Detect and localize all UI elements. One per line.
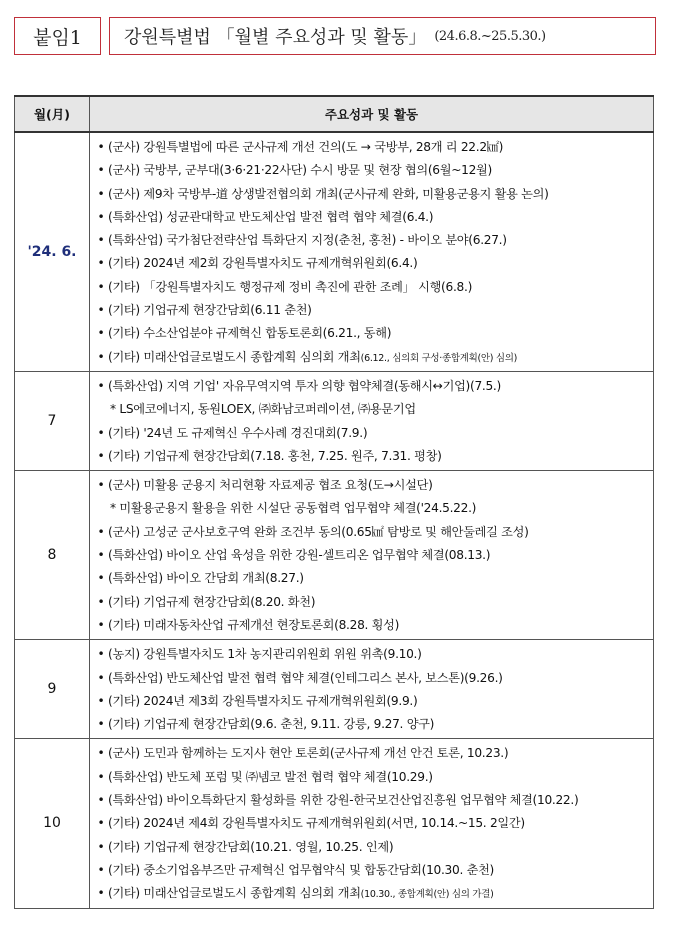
activities-cell (90, 371, 654, 470)
activity-text: (특화산업) 지역 기업' 자유무역지역 투자 의향 협약체결(동해시↔기업)(7.5.) (108, 378, 501, 393)
list-item (94, 812, 649, 835)
bullet-icon: • (97, 425, 105, 440)
activity-text: (특화산업) 반도체 포럼 및 ㈜넴코 발전 협력 협약 체결(10.29.) (108, 769, 433, 784)
list-item (94, 136, 649, 159)
bullet-icon: • (97, 448, 105, 463)
table-row (15, 371, 654, 470)
list-item (94, 375, 649, 398)
activity-text: (기타) '24년 도 규제혁신 우수사례 경진대회(7.9.) (108, 425, 368, 440)
list-item (94, 229, 649, 252)
activity-text: (기타) 기업규제 현장간담회(9.6. 춘천, 9.11. 강릉, 9.27. 양구) (108, 717, 435, 732)
list-item (94, 183, 649, 206)
list-item (94, 206, 649, 229)
bullet-icon: • (97, 209, 105, 224)
bullet-icon: • (97, 862, 105, 877)
activity-list (94, 375, 649, 468)
bullet-icon: • (97, 378, 105, 393)
activity-note (94, 398, 649, 421)
list-item (94, 276, 649, 299)
bullet-icon: • (97, 186, 105, 201)
activity-text: (기타) 「강원특별자치도 행정규제 정비 촉진에 관한 조례」 시행(6.8.) (108, 279, 473, 294)
bullet-icon: • (97, 769, 105, 784)
list-item (94, 322, 649, 345)
bullet-icon: • (97, 478, 105, 493)
activity-detail: (10.30., 종합계획(안) 심의 가결) (360, 889, 494, 901)
attachment-label: 붙임1 (33, 26, 82, 49)
attachment-badge (14, 17, 101, 55)
list-item (94, 742, 649, 765)
month-cell: 9 (15, 640, 90, 739)
month-cell: 7 (15, 371, 90, 470)
bullet-icon: • (97, 670, 105, 685)
bullet-icon: • (97, 303, 105, 318)
bullet-icon: • (97, 886, 105, 901)
activity-detail: (6.12., 심의회 구성·종합계획(안) 심의) (360, 352, 518, 364)
bullet-icon: • (97, 571, 105, 586)
list-item (94, 252, 649, 275)
table-row (15, 471, 654, 640)
activity-text: (기타) 2024년 제2회 강원특별자치도 규제개혁위원회(6.4.) (108, 256, 418, 271)
activity-text: (기타) 미래산업글로벌도시 종합계획 심의회 개최 (108, 349, 361, 364)
activity-text: (특화산업) 바이오 간담회 개최(8.27.) (108, 571, 304, 586)
bullet-icon: • (97, 326, 105, 341)
month-cell: 8 (15, 471, 90, 640)
activity-text: (기타) 기업규제 현장간담회(7.18. 홍천, 7.25. 원주, 7.31. 평창) (108, 448, 442, 463)
activities-cell (90, 739, 654, 908)
activity-list (94, 643, 649, 736)
list-item (94, 614, 649, 637)
list-item (94, 474, 649, 497)
activity-text: (기타) 중소기업옴부즈만 규제혁신 업무협약식 및 합동간담회(10.30. 춘천) (108, 862, 495, 877)
activity-text: (기타) 2024년 제3회 강원특별자치도 규제개혁위원회(9.9.) (108, 693, 418, 708)
list-item (94, 713, 649, 736)
month-cell: '24. 6. (15, 132, 90, 371)
activity-text: (특화산업) 반도체산업 발전 협력 협약 체결(인테그리스 본사, 보스톤)(9.26.) (108, 670, 503, 685)
month-column-header: 월(月) (15, 96, 90, 132)
bullet-icon: • (97, 746, 105, 761)
activity-text: (군사) 도민과 함께하는 도지사 현안 토론회(군사규제 개선 안건 토론, 10.23.) (108, 746, 509, 761)
activities-cell (90, 471, 654, 640)
bullet-icon: • (97, 594, 105, 609)
bullet-icon: • (97, 839, 105, 854)
list-item (94, 299, 649, 322)
bullet-icon: • (97, 717, 105, 732)
activity-text: (기타) 수소산업분야 규제혁신 합동토론회(6.21., 동해) (108, 326, 392, 341)
activity-text: (군사) 제9차 국방부-道 상생발전협의회 개최(군사규제 완화, 미활용군용지 활용 논의) (108, 186, 549, 201)
activities-cell (90, 640, 654, 739)
activity-text: (기타) 미래산업글로벌도시 종합계획 심의회 개최 (108, 886, 361, 901)
table-header-row (15, 96, 654, 132)
activity-text: (특화산업) 바이오특화단지 활성화를 위한 강원-한국보건산업진흥원 업무협약 체결(10.22.) (108, 793, 579, 808)
list-item (94, 643, 649, 666)
activities-cell (90, 132, 654, 371)
document-period: (24.6.8.~25.5.30.) (434, 28, 546, 44)
month-cell: 10 (15, 739, 90, 908)
bullet-icon: • (97, 617, 105, 632)
bullet-icon: • (97, 279, 105, 294)
activity-text: (군사) 강원특별법에 따른 군사규제 개선 건의(도 → 국방부, 28개 리 22.2㎢) (108, 140, 504, 154)
list-item (94, 422, 649, 445)
activity-text: (기타) 미래자동차산업 규제개선 현장토론회(8.28. 횡성) (108, 617, 400, 632)
activity-text: (특화산업) 성균관대학교 반도체산업 발전 협력 협약 체결(6.4.) (108, 209, 434, 224)
activity-note (94, 497, 649, 520)
bullet-icon: • (97, 548, 105, 563)
list-item (94, 882, 649, 905)
table-row (15, 739, 654, 908)
list-item (94, 521, 649, 544)
list-item (94, 690, 649, 713)
activity-text: (기타) 기업규제 현장간담회(6.11 춘천) (108, 303, 312, 318)
activity-text: * LS에코에너지, 동원LOEX, ㈜화남코퍼레이션, ㈜용문기업 (110, 402, 416, 417)
activity-text: (기타) 2024년 제4회 강원특별자치도 규제개혁위원회(서면, 10.14.~15. 2일간) (108, 816, 525, 831)
bullet-icon: • (97, 349, 105, 364)
activity-text: (기타) 기업규제 현장간담회(8.20. 화천) (108, 594, 316, 609)
activity-text: (군사) 고성군 군사보호구역 완화 조건부 동의(0.65㎢ 탐방로 및 해안둘레길 조성) (108, 524, 529, 539)
list-item (94, 766, 649, 789)
activity-list (94, 742, 649, 905)
document-title-box (109, 17, 656, 55)
table-body (15, 132, 654, 908)
bullet-icon: • (97, 647, 105, 662)
activity-text: (기타) 기업규제 현장간담회(10.21. 영월, 10.25. 인제) (108, 839, 394, 854)
document-title: 강원특별법 「월별 주요성과 및 활동」 (124, 27, 427, 48)
list-item (94, 789, 649, 812)
bullet-icon: • (97, 693, 105, 708)
list-item (94, 445, 649, 468)
list-item (94, 667, 649, 690)
list-item (94, 859, 649, 882)
bullet-icon: • (97, 233, 105, 248)
activities-column-header: 주요성과 및 활동 (90, 96, 654, 132)
list-item (94, 591, 649, 614)
activity-text: (군사) 미활용 군용지 처리현황 자료제공 협조 요청(도→시설단) (108, 478, 433, 493)
bullet-icon: • (97, 816, 105, 831)
bullet-icon: • (97, 140, 105, 154)
bullet-icon: • (97, 256, 105, 271)
list-item (94, 567, 649, 590)
activity-list (94, 474, 649, 637)
activity-list (94, 136, 649, 369)
list-item (94, 544, 649, 567)
list-item (94, 346, 649, 369)
bullet-icon: • (97, 793, 105, 808)
activity-text: * 미활용군용지 활용을 위한 시설단 공동협력 업무협약 체결('24.5.22.) (110, 501, 477, 516)
bullet-icon: • (97, 163, 105, 178)
activity-text: (특화산업) 바이오 산업 육성을 위한 강원-셀트리온 업무협약 체결(08.13.) (108, 548, 491, 563)
activity-text: (농지) 강원특별자치도 1차 농지관리위원회 위원 위촉(9.10.) (108, 647, 422, 662)
monthly-activities-table (14, 95, 654, 909)
list-item (94, 159, 649, 182)
bullet-icon: • (97, 524, 105, 539)
table-row (15, 640, 654, 739)
activity-text: (특화산업) 국가첨단전략산업 특화단지 지정(춘천, 홍천) - 바이오 분야(6.27.) (108, 233, 507, 248)
table-row (15, 132, 654, 371)
list-item (94, 836, 649, 859)
activity-text: (군사) 국방부, 군부대(3·6·21·22사단) 수시 방문 및 현장 협의(6월~12월) (108, 163, 492, 178)
